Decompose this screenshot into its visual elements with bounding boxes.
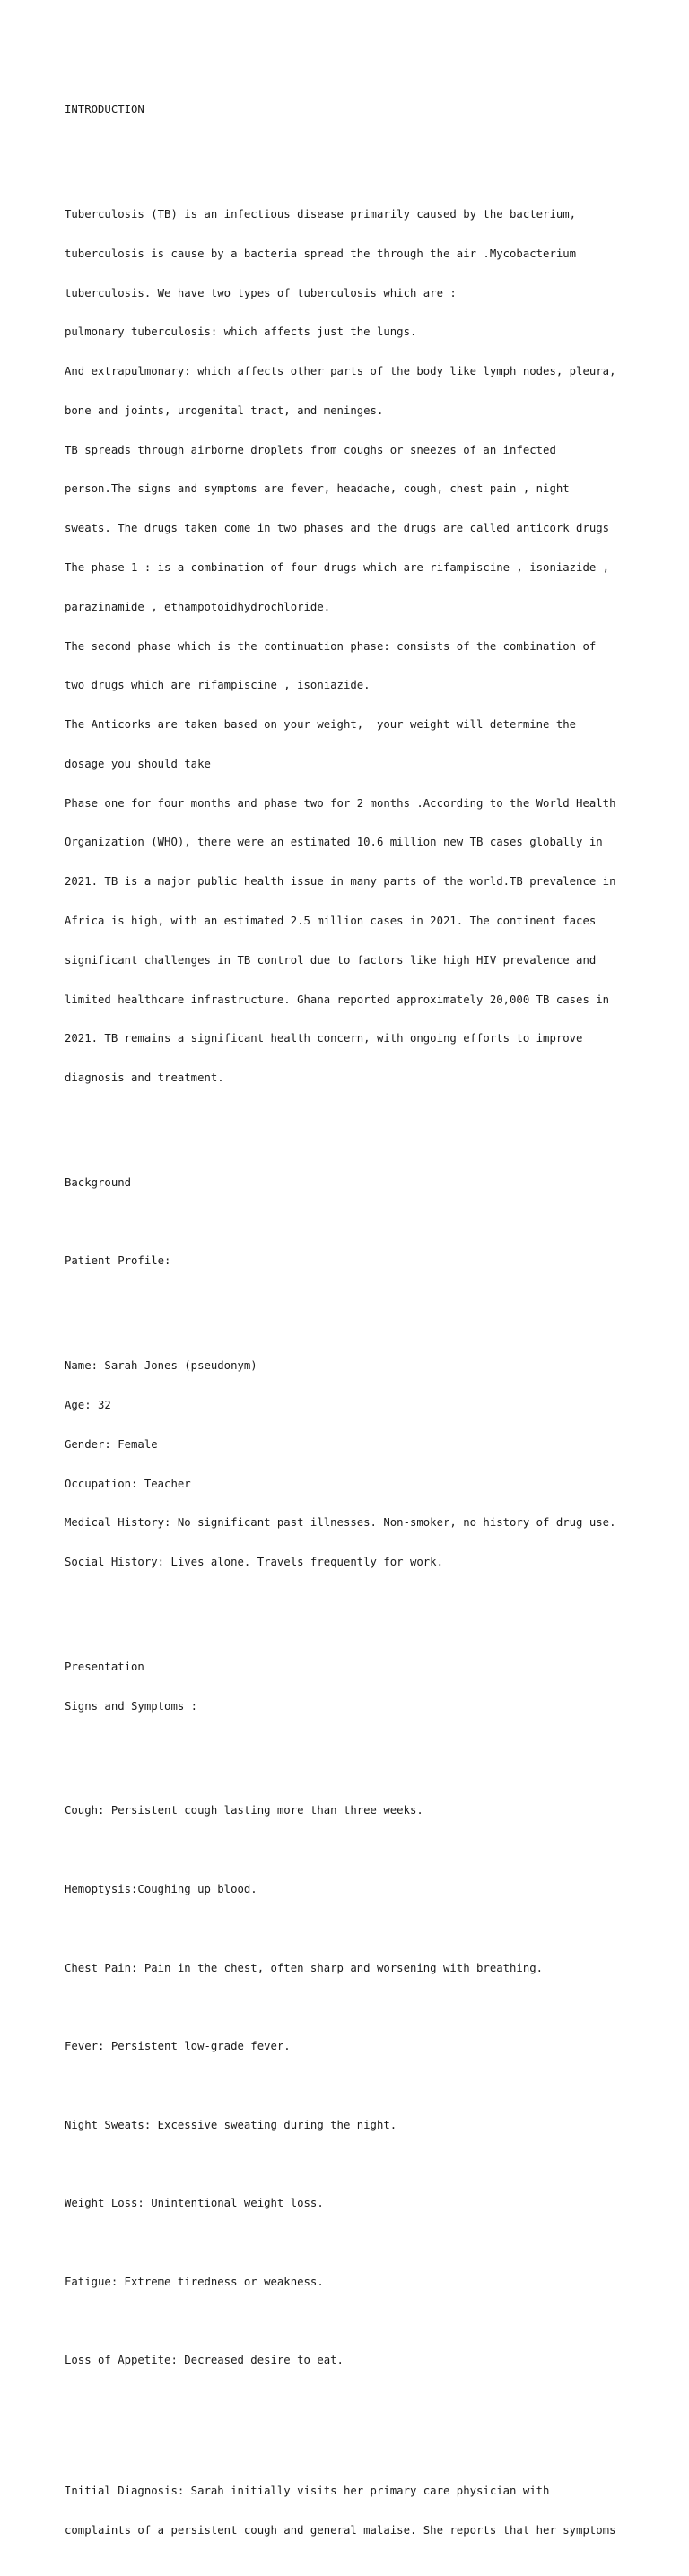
intro-line: The second phase which is the continuation phase: consists of the combination of xyxy=(65,639,597,653)
intro-line: Africa is high, with an estimated 2.5 million cases in 2021. The continent faces xyxy=(65,915,597,927)
patient-gender: Gender: Female xyxy=(65,1437,158,1451)
symptom-item: Chest Pain: Pain in the chest, often sharp and worsening with breathing. xyxy=(65,1961,544,1974)
symptom-list xyxy=(65,1778,657,2393)
signs-symptoms-heading: Signs and Symptoms : xyxy=(65,1699,198,1713)
intro-line: bone and joints, urogenital tract, and meninges. xyxy=(65,403,384,417)
initial-diagnosis xyxy=(65,2459,657,2563)
patient-name: Name: Sarah Jones (pseudonym) xyxy=(65,1359,257,1373)
intro-line: parazinamide , ethampotoidhydrochloride. xyxy=(65,600,331,613)
symptom-item: Fatigue: Extreme tiredness or weakness. xyxy=(65,2275,324,2288)
intro-line: diagnosis and treatment. xyxy=(65,1071,224,1085)
background-heading: Background xyxy=(65,1175,132,1189)
intro-line: The Anticorks are taken based on your weight, your weight will determine the xyxy=(65,718,577,732)
patient-occupation: Occupation: Teacher xyxy=(65,1477,191,1490)
intro-line: sweats. The drugs taken come in two phases and the drugs are called anticork drugs xyxy=(65,522,610,535)
introduction-body xyxy=(65,182,657,1111)
intro-line: limited healthcare infrastructure. Ghana reported approximately 20,000 TB cases in xyxy=(65,993,610,1006)
intro-line: And extrapulmonary: which affects other parts of the body like lymph nodes, pleura, xyxy=(65,365,616,378)
intro-line: pulmonary tuberculosis: which affects just the lungs. xyxy=(65,325,417,339)
document-page xyxy=(65,77,657,2576)
patient-profile xyxy=(65,1333,657,1595)
intro-line: Tuberculosis (TB) is an infectious disease primarily caused by the bacterium, xyxy=(65,207,577,221)
intro-line: TB spreads through airborne droplets from coughs or sneezes of an infected xyxy=(65,443,556,456)
intro-line: The phase 1 : is a combination of four drugs which are rifampiscine , isoniazide , xyxy=(65,560,610,574)
intro-line: tuberculosis is cause by a bacteria spread the through the air .Mycobacterium xyxy=(65,247,577,260)
initial-diagnosis-line: complaints of a persistent cough and general malaise. She reports that her symptoms xyxy=(65,2524,616,2537)
intro-line: Phase one for four months and phase two for 2 months .According to the World Health xyxy=(65,796,616,810)
intro-line: two drugs which are rifampiscine , isoniazide. xyxy=(65,679,371,692)
symptom-item: Loss of Appetite: Decreased desire to eat. xyxy=(65,2354,344,2367)
intro-line: dosage you should take xyxy=(65,757,211,770)
presentation-heading: Presentation xyxy=(65,1660,144,1673)
introduction-heading: INTRODUCTION xyxy=(65,103,144,117)
intro-line: tuberculosis. We have two types of tuberculosis which are : xyxy=(65,286,457,299)
symptom-item: Hemoptysis:Coughing up blood. xyxy=(65,1882,257,1895)
patient-profile-heading: Patient Profile: xyxy=(65,1254,171,1268)
intro-line: 2021. TB remains a significant health concern, with ongoing efforts to improve xyxy=(65,1032,583,1045)
patient-social-history: Social History: Lives alone. Travels frequently for work. xyxy=(65,1556,443,1569)
initial-diagnosis-line: Initial Diagnosis: Sarah initially visits her primary care physician with xyxy=(65,2485,550,2498)
intro-line: Organization (WHO), there were an estimated 10.6 million new TB cases globally in xyxy=(65,836,603,849)
patient-age: Age: 32 xyxy=(65,1398,111,1411)
symptom-item: Weight Loss: Unintentional weight loss. xyxy=(65,2197,324,2210)
intro-line: significant challenges in TB control due to factors like high HIV prevalence and xyxy=(65,953,597,967)
patient-medical-history: Medical History: No significant past illnesses. Non-smoker, no history of drug use. xyxy=(65,1516,616,1530)
symptom-item: Night Sweats: Excessive sweating during the night. xyxy=(65,2118,397,2131)
symptom-item: Fever: Persistent low-grade fever. xyxy=(65,2040,291,2053)
symptom-item: Cough: Persistent cough lasting more than three weeks. xyxy=(65,1804,423,1817)
intro-line: person.The signs and symptoms are fever, headache, cough, chest pain , night xyxy=(65,482,570,496)
intro-line: 2021. TB is a major public health issue in many parts of the world.TB prevalence in xyxy=(65,875,616,889)
